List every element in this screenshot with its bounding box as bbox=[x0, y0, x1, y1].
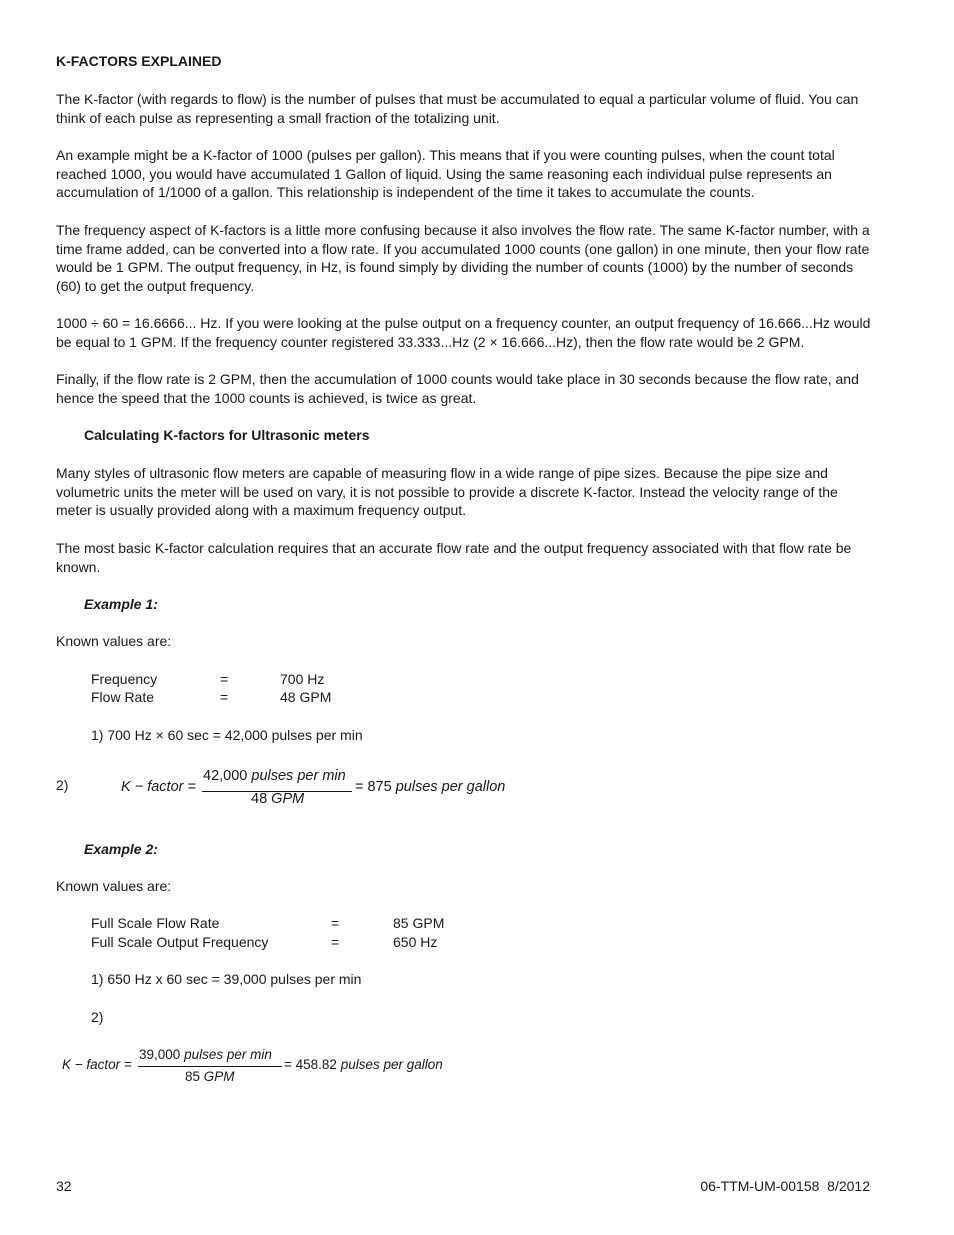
formula-rhs: = 458.82 pulses per gallon bbox=[284, 1057, 443, 1072]
subheading-ultrasonic: Calculating K-factors for Ultrasonic meters bbox=[84, 427, 370, 443]
paragraph-kfactor-definition: The K-factor (with regards to flow) is the number of pulses that must be accumulated to equal a particular volume of fluid. You can think of each pulse as representing a small fraction of the totalizing unit. bbox=[56, 91, 859, 126]
formula-denominator: 48 GPM bbox=[251, 791, 305, 807]
formula-lhs: K − factor = bbox=[62, 1057, 132, 1072]
equals-sign: = bbox=[220, 671, 229, 687]
example-2-known-label: Known values are: bbox=[56, 878, 172, 894]
paragraph-kfactor-example: An example might be a K-factor of 1000 (pulses per gallon). This means that if you were counting pulses, when the count total reached 1000, you would have accumulated 1 Gallon of liquid. Using the same reasoning each individual pulse represents an accumulation of 1/1000 of a gallon. This relationship is independent of the time it takes to accumulate the counts. bbox=[56, 147, 835, 201]
known-label: Frequency bbox=[91, 671, 158, 687]
known-value: 700 Hz bbox=[280, 671, 325, 687]
document-id: 06-TTM-UM-00158 8/2012 bbox=[700, 1178, 870, 1194]
formula-denominator: 85 GPM bbox=[185, 1069, 235, 1084]
formula-rhs: = 875 pulses per gallon bbox=[355, 779, 506, 795]
paragraph-ultrasonic-meters: Many styles of ultrasonic flow meters are capable of measuring flow in a wide range of pipe sizes. Because the pipe size and volumetric units the meter will be used on vary, it is not possible to provide a discrete K-factor. Instead the velocity range of the meter is usually provided along with a maximum frequency output. bbox=[56, 465, 838, 519]
example-1-known-label: Known values are: bbox=[56, 633, 172, 649]
equals-sign: = bbox=[331, 915, 340, 931]
example-1-step-1: 1) 700 Hz × 60 sec = 42,000 pulses per min bbox=[91, 727, 363, 743]
formula-numerator: 42,000 pulses per min bbox=[203, 768, 346, 784]
formula-lhs: K − factor = bbox=[121, 779, 196, 795]
known-value: 85 GPM bbox=[393, 915, 445, 931]
paragraph-frequency-calc: 1000 ÷ 60 = 16.6666... Hz. If you were looking at the pulse output on a frequency counter, an output frequency of 16.666...Hz would be equal to 1 GPM. If the frequency counter registered 33.333...Hz (2 × 16.666...Hz), then the flow rate would be 2 GPM. bbox=[56, 315, 871, 350]
known-label: Flow Rate bbox=[91, 689, 155, 705]
formula-numerator: 39,000 pulses per min bbox=[139, 1047, 272, 1062]
example-2-step-1: 1) 650 Hz x 60 sec = 39,000 pulses per min bbox=[91, 971, 362, 987]
page-number: 32 bbox=[56, 1178, 72, 1194]
paragraph-flow-rate: Finally, if the flow rate is 2 GPM, then the accumulation of 1000 counts would take place in 30 seconds because the flow rate, and hence the speed that the 1000 counts is achieved, is twice as great. bbox=[56, 371, 859, 406]
paragraph-frequency-aspect: The frequency aspect of K-factors is a little more confusing because it also involves the flow rate. The same K-factor number, with a time frame added, can be converted into a flow rate. If you accumulated 1000 counts (one gallon) in one minute, then your flow rate would be 1 GPM. The output frequency, in Hz, is found simply by dividing the number of counts (1000) by the number of seconds (60) to get the output frequency. bbox=[56, 222, 870, 294]
example-1-step-2-number: 2) bbox=[56, 777, 69, 793]
example-1-title: Example 1: bbox=[84, 596, 158, 612]
known-value: 48 GPM bbox=[280, 689, 332, 705]
equals-sign: = bbox=[220, 689, 229, 705]
example-2-step-2-number: 2) bbox=[91, 1009, 104, 1025]
known-value: 650 Hz bbox=[393, 934, 438, 950]
example-2-title: Example 2: bbox=[84, 841, 158, 857]
paragraph-basic-calculation: The most basic K-factor calculation requires that an accurate flow rate and the output frequency associated with that flow rate be known. bbox=[56, 540, 852, 575]
section-heading: K-FACTORS EXPLAINED bbox=[56, 53, 222, 69]
equals-sign: = bbox=[331, 934, 340, 950]
known-label: Full Scale Output Frequency bbox=[91, 934, 269, 950]
fraction-bar bbox=[138, 1066, 282, 1067]
known-label: Full Scale Flow Rate bbox=[91, 915, 220, 931]
